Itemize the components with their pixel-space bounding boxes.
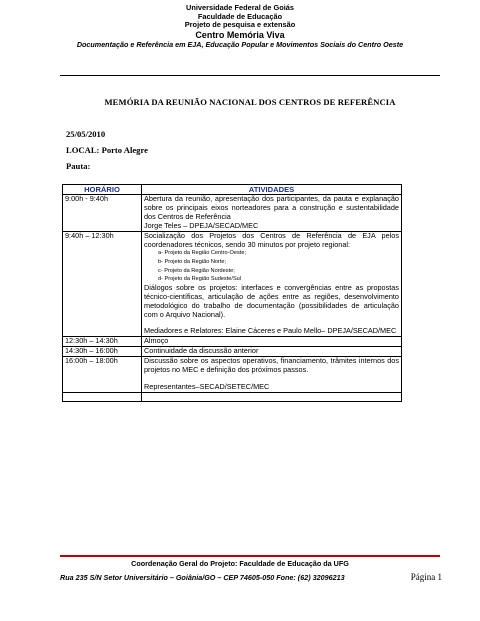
time-cell: 14:30h – 16:00h bbox=[63, 347, 142, 357]
time-cell: 12:30h – 14:30h bbox=[63, 337, 142, 347]
center-name: Centro Memória Viva bbox=[195, 29, 285, 40]
footer-address: Rua 235 S/N Setor Universitário – Goiânia/GO – CEP 74605-050 Fone: (62) 32096213 bbox=[60, 573, 345, 582]
footer-divider bbox=[60, 555, 440, 557]
meeting-location: LOCAL: Porto Alegre bbox=[66, 145, 148, 155]
activity-cell bbox=[142, 231, 402, 337]
table-row bbox=[63, 231, 402, 337]
table-row bbox=[63, 337, 402, 347]
activity-cell bbox=[142, 357, 402, 393]
agenda-table bbox=[62, 184, 402, 402]
activity-responsible: Jorge Teles – DPEJA/SECAD/MEC bbox=[144, 220, 259, 230]
activity-text: Discussão sobre os aspectos operativos, financiamento, trâmites internos dos projetos no MEC e definição dos próximos passos. bbox=[144, 356, 399, 375]
table-header-row bbox=[63, 185, 402, 195]
list-item: c- Projeto da Região Nordeste; bbox=[158, 267, 235, 274]
center-subtitle: Documentação e Referência em EJA, Educação Popular e Movimentos Sociais do Centro Oeste bbox=[76, 39, 404, 49]
table-row bbox=[63, 347, 402, 357]
activity-text: Abertura da reunião, apresentação dos participantes, da pauta e explanação sobre os principais eixos norteadores para a construção e sustentabilidade dos Centros de Referência bbox=[144, 194, 399, 221]
list-item: b- Projeto da Região Norte; bbox=[158, 259, 227, 266]
page-number: Página 1 bbox=[410, 572, 442, 582]
list-item: d- Projeto da Região Sudeste/Sul bbox=[158, 276, 242, 283]
table-row bbox=[63, 195, 402, 232]
activity-cell: Almoço bbox=[142, 337, 402, 347]
time-cell: 9:40h – 12:30h bbox=[63, 231, 142, 337]
table-row-empty bbox=[63, 392, 402, 401]
time-cell: 9:00h - 9:40h bbox=[63, 195, 142, 232]
column-header-activities: ATIVIDADES bbox=[142, 185, 402, 195]
activity-cell bbox=[142, 195, 402, 232]
activity-text: Socialização dos Projetos dos Centros de Referência de EJA pelos coordenadores técnicos, sendo 30 minutos por projeto regional: bbox=[144, 230, 399, 249]
time-cell: 16:00h – 18:00h bbox=[63, 357, 142, 393]
agenda-label: Pauta: bbox=[66, 161, 91, 171]
activity-responsible: Mediadores e Relatores: Elaine Cáceres e Paulo Mello– DPEJA/SECAD/MEC bbox=[144, 326, 397, 336]
document-title: MEMÓRIA DA REUNIÃO NACIONAL DOS CENTROS DE REFERÊNCIA bbox=[104, 97, 396, 107]
activity-responsible: Representantes–SECAD/SETEC/MEC bbox=[144, 381, 270, 391]
regional-project-list bbox=[144, 249, 399, 283]
meeting-date: 25/05/2010 bbox=[66, 129, 106, 139]
letterhead bbox=[0, 4, 480, 49]
project-name: Projeto de pesquisa e extensão bbox=[184, 20, 296, 30]
activity-text: Diálogos sobre os projetos: interfaces e convergências entre as propostas técnico-científicas, articulação de ações entre as regiões, desenvolvimento metodológico do trabalho de documentação (possibilidades de articulação com o Arquivo Nacional). bbox=[144, 282, 399, 319]
university-name: Universidade Federal de Goiás bbox=[185, 3, 295, 12]
faculty-name: Faculdade de Educação bbox=[197, 11, 283, 21]
activity-cell: Continuidade da discussão anterior bbox=[142, 347, 402, 357]
time-cell bbox=[63, 392, 142, 401]
header-divider bbox=[60, 75, 440, 76]
table-row bbox=[63, 357, 402, 393]
list-item: a- Projeto da Região Centro-Oeste; bbox=[158, 250, 246, 257]
footer-coordination: Coordenação Geral do Projeto: Faculdade de Educação da UFG bbox=[131, 559, 349, 568]
activity-cell bbox=[142, 392, 402, 401]
column-header-time: HORÁRIO bbox=[63, 185, 142, 195]
